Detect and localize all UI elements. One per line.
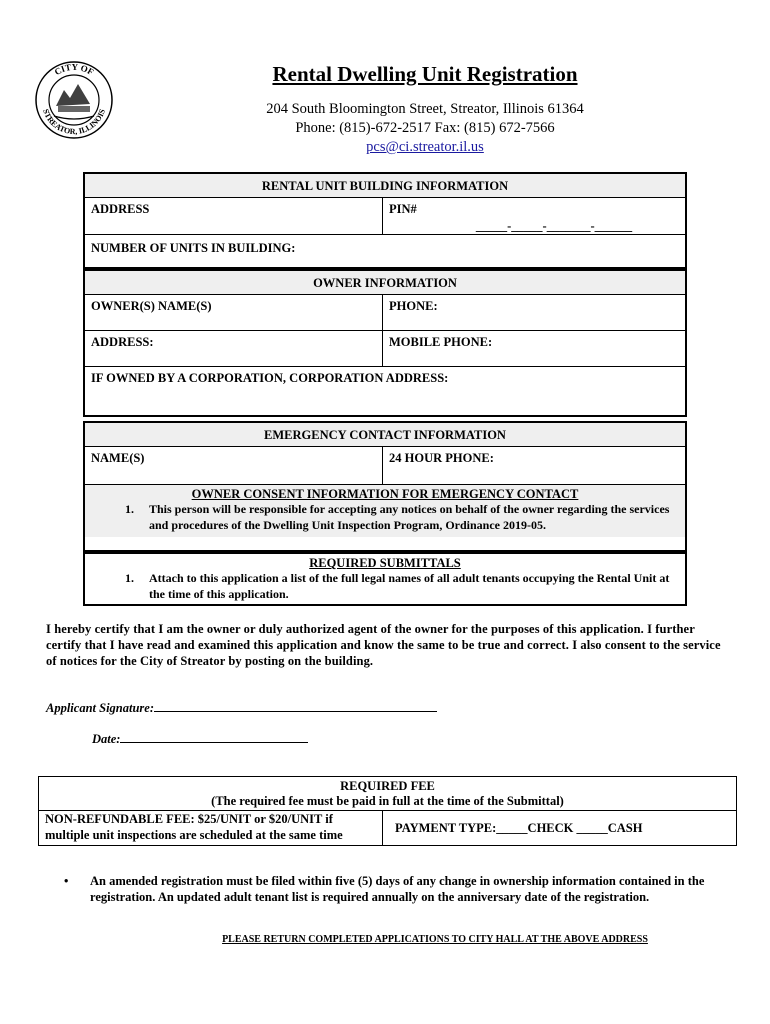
svg-text:CITY OF: CITY OF xyxy=(52,61,96,78)
corporation-address-label: IF OWNED BY A CORPORATION, CORPORATION ADDRESS: xyxy=(91,371,449,385)
signature-label: Applicant Signature: xyxy=(46,701,155,715)
payment-type-field[interactable] xyxy=(383,811,736,845)
emergency-name-label: NAME(S) xyxy=(91,451,145,465)
fee-subheading: (The required fee must be paid in full at the time of the Submittal) xyxy=(211,794,564,808)
city-hall-address: 204 South Bloomington Street, Streator, Illinois 61364 xyxy=(266,101,584,117)
emergency-phone-field[interactable] xyxy=(383,447,685,484)
building-info-heading: RENTAL UNIT BUILDING INFORMATION xyxy=(85,174,685,198)
svg-text:STREATOR, ILLINOIS: STREATOR, ILLINOIS xyxy=(41,107,107,137)
owner-name-label: OWNER(S) NAME(S) xyxy=(91,299,212,313)
number-of-units-field[interactable] xyxy=(85,235,685,266)
date-line[interactable] xyxy=(120,731,308,743)
emergency-phone-label: 24 HOUR PHONE: xyxy=(389,451,494,465)
owner-info-heading: OWNER INFORMATION xyxy=(85,269,685,295)
owner-address-label: ADDRESS: xyxy=(91,335,154,349)
submittals-item-number: 1. xyxy=(125,571,134,585)
number-of-units-label: NUMBER OF UNITS IN BUILDING: xyxy=(91,241,296,255)
fee-heading: REQUIRED FEE xyxy=(340,779,435,793)
pin-field[interactable] xyxy=(383,198,685,234)
submittals-item-text: Attach to this application a list of the full legal names of all adult tenants occupying the Rental Unit at the time of this application. xyxy=(149,571,670,601)
building-info-section xyxy=(83,172,687,268)
email-link[interactable]: pcs@ci.streator.il.us xyxy=(366,139,484,155)
fee-description: NON-REFUNDABLE FEE: $25/UNIT or $20/UNIT if multiple unit inspections are scheduled at the same time xyxy=(39,811,383,845)
pin-label: PIN# xyxy=(389,202,417,216)
amendment-note-text: An amended registration must be filed within five (5) days of any change in ownership information contained in the registration. An updated adult tenant list is required annually on the anniversary date of the registration. xyxy=(90,874,705,904)
required-fee-table xyxy=(38,776,737,846)
emergency-name-field[interactable] xyxy=(85,447,383,484)
pin-blanks: _____-_____-_______-______ xyxy=(475,219,633,233)
submittals-heading: REQUIRED SUBMITTALS xyxy=(309,556,461,570)
date-field[interactable] xyxy=(92,731,308,747)
payment-type-label: PAYMENT TYPE:_____CHECK _____CASH xyxy=(395,820,643,835)
corporation-address-field[interactable] xyxy=(85,367,685,415)
signature-line[interactable] xyxy=(154,700,437,712)
date-label: Date: xyxy=(92,732,121,746)
consent-item-number: 1. xyxy=(125,502,134,516)
owner-phone-label: PHONE: xyxy=(389,299,438,313)
owner-consent-heading: OWNER CONSENT INFORMATION FOR EMERGENCY CONTACT xyxy=(191,487,579,501)
owner-info-section xyxy=(83,268,687,417)
form-title: Rental Dwelling Unit Registration xyxy=(272,62,578,86)
owner-name-field[interactable] xyxy=(85,295,383,330)
emergency-contact-heading: EMERGENCY CONTACT INFORMATION xyxy=(85,423,685,447)
building-address-label: ADDRESS xyxy=(91,202,150,216)
owner-mobile-field[interactable] xyxy=(383,331,685,366)
signature-field[interactable] xyxy=(46,700,437,716)
emergency-contact-section xyxy=(83,421,687,552)
amendment-note xyxy=(64,873,724,905)
owner-address-field[interactable] xyxy=(85,331,383,366)
owner-mobile-label: MOBILE PHONE: xyxy=(389,335,493,349)
certification-statement: I hereby certify that I am the owner or duly authorized agent of the owner for the purposes of this application. I further certify that I have read and examined this application and know the same to be true and correct. I also consent to the service of notices for the City of Streator by posting on the building. xyxy=(46,622,721,668)
owner-consent-block xyxy=(85,485,685,537)
building-address-field[interactable] xyxy=(85,198,383,234)
bullet-icon: • xyxy=(64,874,69,888)
return-instructions: PLEASE RETURN COMPLETED APPLICATIONS TO CITY HALL AT THE ABOVE ADDRESS xyxy=(222,934,648,945)
phone-fax: Phone: (815)-672-2517 Fax: (815) 672-7566 xyxy=(295,120,555,136)
required-submittals-section xyxy=(83,552,687,606)
consent-item-text: This person will be responsible for accepting any notices on behalf of the owner regarding the services and procedures of the Dwelling Unit Inspection Program, Ordinance 2019-05. xyxy=(149,502,670,532)
owner-phone-field[interactable] xyxy=(383,295,685,330)
